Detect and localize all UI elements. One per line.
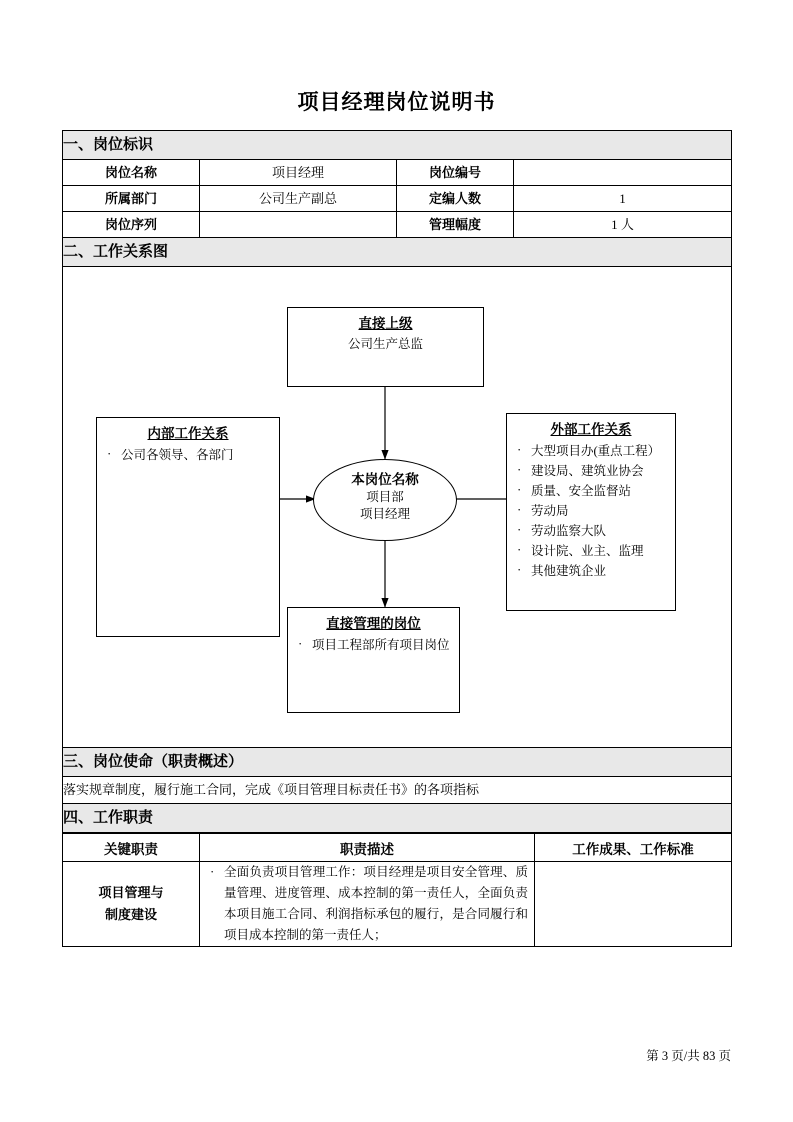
- mission-row: [63, 777, 732, 804]
- page-title: 项目经理岗位说明书: [297, 90, 496, 114]
- section-header-row: [63, 804, 732, 833]
- ellipse-title: 本岗位名称: [351, 472, 419, 487]
- list-item: · 全面负责项目管理工作：项目经理是项目安全管理、质量管理、进度管理、成本控制的第一责任人，全面负责本项目施工合同、利润指标承包的履行，是合同履行和项目成本控制的第一责任人；: [222, 862, 528, 946]
- ellipse-line-2: 项目经理: [359, 507, 410, 521]
- label-headcount: 定编人数: [397, 186, 514, 212]
- duties-header-key: 关键职责: [63, 834, 200, 862]
- diagram-row: [63, 267, 732, 748]
- table-row: [63, 212, 732, 238]
- duties-header-row: [63, 834, 732, 862]
- duties-header-result: 工作成果、工作标准: [535, 834, 732, 862]
- section-1-header: 一、岗位标识: [63, 131, 732, 160]
- duty-description-list: [200, 862, 534, 946]
- section-header-row: [63, 748, 732, 777]
- job-description-table: [62, 130, 732, 833]
- section-3-header: 三、岗位使命（职责概述）: [63, 748, 732, 777]
- label-job-code: 岗位编号: [397, 160, 514, 186]
- list-item: · 其他建筑企业: [529, 561, 669, 581]
- duty-result-cell: [535, 862, 732, 947]
- duty-description-cell: [200, 862, 535, 947]
- label-span-of-control: 管理幅度: [397, 212, 514, 238]
- value-span-of-control: 1 人: [514, 212, 732, 238]
- page-footer: 第 3 页/共 83 页: [646, 1049, 731, 1063]
- ellipse-line-1: 项目部: [366, 490, 404, 504]
- value-department: 公司生产副总: [200, 186, 397, 212]
- box-external-relations: [506, 413, 676, 611]
- list-item: · 质量、安全监督站: [529, 481, 669, 501]
- section-4-header: 四、工作职责: [63, 804, 732, 833]
- subordinates-list: [288, 635, 459, 655]
- box-direct-subordinates-title: 直接管理的岗位: [326, 616, 421, 631]
- list-item: · 大型项目办(重点工程）: [529, 441, 669, 461]
- ellipse-this-position: [313, 459, 457, 541]
- relationship-diagram: [63, 267, 730, 747]
- box-direct-superior-title: 直接上级: [358, 316, 413, 331]
- duties-header-desc: 职责描述: [200, 834, 535, 862]
- duty-key-line-2: 制度建设: [104, 907, 157, 922]
- list-item: · 劳动监察大队: [529, 521, 669, 541]
- label-department: 所属部门: [63, 186, 200, 212]
- list-item: · 项目工程部所有项目岗位: [310, 635, 453, 655]
- label-job-series: 岗位序列: [63, 212, 200, 238]
- section-2-header: 二、工作关系图: [63, 238, 732, 267]
- box-direct-superior: [287, 307, 484, 387]
- list-item: · 设计院、业主、监理: [529, 541, 669, 561]
- value-job-code: [514, 160, 732, 186]
- table-row: [63, 186, 732, 212]
- section-header-row: [63, 131, 732, 160]
- internal-relations-list: [97, 445, 279, 465]
- box-direct-superior-line: 公司生产总监: [347, 337, 423, 351]
- list-item: · 公司各领导、各部门: [119, 445, 273, 465]
- box-external-relations-title: 外部工作关系: [550, 422, 632, 437]
- relationship-diagram-cell: [63, 267, 732, 748]
- box-internal-relations-title: 内部工作关系: [147, 426, 229, 441]
- duties-table: [62, 833, 732, 947]
- table-row: [63, 160, 732, 186]
- list-item: · 建设局、建筑业协会: [529, 461, 669, 481]
- value-headcount: 1: [514, 186, 732, 212]
- box-internal-relations: [96, 417, 280, 637]
- section-header-row: [63, 238, 732, 267]
- box-direct-subordinates: [287, 607, 460, 713]
- mission-statement: 落实规章制度，履行施工合同，完成《项目管理目标责任书》的各项指标: [63, 777, 732, 804]
- duty-key-line-1: 项目管理与: [98, 885, 164, 900]
- duty-key-responsibility: [63, 862, 200, 947]
- value-job-name: 项目经理: [200, 160, 397, 186]
- list-item: · 劳动局: [529, 501, 669, 521]
- external-relations-list: [507, 441, 675, 581]
- label-job-name: 岗位名称: [63, 160, 200, 186]
- value-job-series: [200, 212, 397, 238]
- table-row: [63, 862, 732, 947]
